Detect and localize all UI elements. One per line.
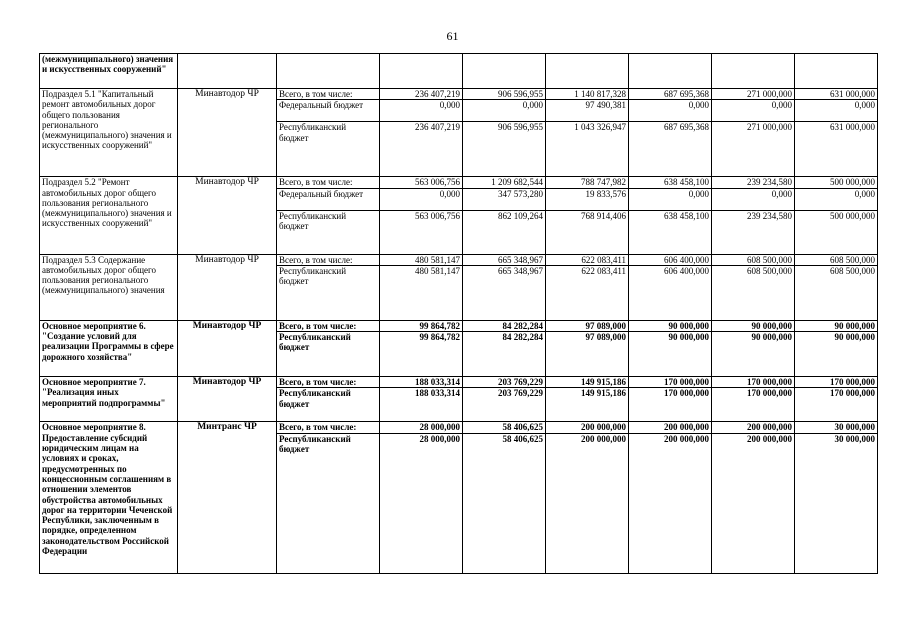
value-cell: 0,000 — [712, 100, 795, 122]
value-cell: 99 864,782 — [380, 332, 463, 377]
value-cell: 170 000,000 — [629, 388, 712, 422]
funding-source: Республиканский бюджет — [277, 122, 380, 177]
value-cell: 28 000,000 — [380, 433, 463, 573]
responsible-org: Минавтодор ЧР — [178, 89, 277, 177]
value-cell: 90 000,000 — [795, 320, 878, 331]
table-row — [40, 422, 878, 433]
value-cell: 203 769,229 — [463, 377, 546, 388]
value-cell: 608 500,000 — [712, 254, 795, 265]
program-name: Подраздел 5.2 "Ремонт автомобильных дорог общего пользования регионального (межмуниципального) значения и искусственных сооружений" — [40, 177, 178, 254]
funding-source: Всего, в том числе: — [277, 422, 380, 433]
value-cell — [463, 54, 546, 89]
value-cell — [380, 54, 463, 89]
value-cell: 0,000 — [463, 100, 546, 122]
value-cell: 236 407,219 — [380, 122, 463, 177]
value-cell: 665 348,967 — [463, 265, 546, 320]
value-cell: 200 000,000 — [546, 422, 629, 433]
value-cell: 239 234,580 — [712, 177, 795, 188]
value-cell: 200 000,000 — [712, 433, 795, 573]
value-cell: 906 596,955 — [463, 122, 546, 177]
value-cell: 97 490,381 — [546, 100, 629, 122]
funding-source: Федеральный бюджет — [277, 188, 380, 210]
value-cell: 203 769,229 — [463, 388, 546, 422]
value-cell: 563 006,756 — [380, 177, 463, 188]
value-cell: 638 458,100 — [629, 210, 712, 254]
table-row-continuation — [40, 54, 878, 89]
responsible-org: Минавтодор ЧР — [178, 377, 277, 422]
value-cell: 687 695,368 — [629, 122, 712, 177]
value-cell: 90 000,000 — [795, 332, 878, 377]
value-cell: 665 348,967 — [463, 254, 546, 265]
value-cell: 188 033,314 — [380, 377, 463, 388]
budget-table — [39, 53, 878, 574]
value-cell: 0,000 — [712, 188, 795, 210]
value-cell: 0,000 — [629, 188, 712, 210]
value-cell: 188 033,314 — [380, 388, 463, 422]
table-row — [40, 320, 878, 331]
value-cell: 149 915,186 — [546, 388, 629, 422]
value-cell: 19 833,576 — [546, 188, 629, 210]
value-cell: 622 083,411 — [546, 265, 629, 320]
value-cell: 236 407,219 — [380, 89, 463, 100]
value-cell: 1 140 817,328 — [546, 89, 629, 100]
value-cell: 687 695,368 — [629, 89, 712, 100]
value-cell — [795, 54, 878, 89]
source-cell — [277, 54, 380, 89]
value-cell: 500 000,000 — [795, 177, 878, 188]
value-cell: 271 000,000 — [712, 89, 795, 100]
responsible-org: Минавтодор ЧР — [178, 177, 277, 254]
value-cell: 862 109,264 — [463, 210, 546, 254]
value-cell: 0,000 — [795, 188, 878, 210]
value-cell: 606 400,000 — [629, 265, 712, 320]
value-cell — [712, 54, 795, 89]
value-cell: 30 000,000 — [795, 422, 878, 433]
value-cell: 0,000 — [795, 100, 878, 122]
value-cell: 1 043 326,947 — [546, 122, 629, 177]
program-name: (межмуниципального) значения и искусственных сооружений" — [40, 54, 178, 89]
value-cell: 347 573,280 — [463, 188, 546, 210]
funding-source: Республиканский бюджет — [277, 332, 380, 377]
value-cell: 170 000,000 — [712, 388, 795, 422]
value-cell — [629, 54, 712, 89]
value-cell: 1 209 682,544 — [463, 177, 546, 188]
funding-source: Всего, в том числе: — [277, 377, 380, 388]
value-cell: 200 000,000 — [546, 433, 629, 573]
value-cell: 480 581,147 — [380, 265, 463, 320]
value-cell: 638 458,100 — [629, 177, 712, 188]
value-cell: 0,000 — [380, 188, 463, 210]
value-cell: 631 000,000 — [795, 89, 878, 100]
responsible-org: Минавтодор ЧР — [178, 254, 277, 320]
value-cell: 170 000,000 — [795, 388, 878, 422]
responsible-org: Минтранс ЧР — [178, 422, 277, 573]
value-cell: 608 500,000 — [795, 265, 878, 320]
table-row — [40, 177, 878, 188]
value-cell: 200 000,000 — [712, 422, 795, 433]
value-cell: 58 406,625 — [463, 422, 546, 433]
value-cell: 480 581,147 — [380, 254, 463, 265]
value-cell: 563 006,756 — [380, 210, 463, 254]
program-name: Основное мероприятие 6. "Создание условий для реализации Программы в сфере дорожного хозяйства" — [40, 320, 178, 376]
value-cell: 99 864,782 — [380, 320, 463, 331]
value-cell: 170 000,000 — [629, 377, 712, 388]
responsible-cell — [178, 54, 277, 89]
value-cell: 90 000,000 — [712, 332, 795, 377]
table-row — [40, 377, 878, 388]
program-name: Подраздел 5.1 "Капитальный ремонт автомобильных дорог общего пользования регионального (межмуниципального) значения и искусственных сооружений" — [40, 89, 178, 177]
program-name: Основное мероприятие 8. Предоставление субсидий юридическим лицам на условиях и сроках, предусмотренных по концессионным соглашениям в отношении элементов обустройства автомобильных дорог на территории Чеченской Республики, заключенным в порядке, определенном законодательством Российской Федерации — [40, 422, 178, 573]
value-cell: 97 089,000 — [546, 332, 629, 377]
value-cell: 170 000,000 — [712, 377, 795, 388]
page-number: 61 — [446, 29, 459, 43]
table-row — [40, 89, 878, 100]
funding-source: Республиканский бюджет — [277, 265, 380, 320]
value-cell: 90 000,000 — [712, 320, 795, 331]
value-cell: 239 234,580 — [712, 210, 795, 254]
value-cell: 0,000 — [629, 100, 712, 122]
value-cell: 30 000,000 — [795, 433, 878, 573]
funding-source: Всего, в том числе: — [277, 254, 380, 265]
funding-source: Республиканский бюджет — [277, 210, 380, 254]
funding-source: Республиканский бюджет — [277, 433, 380, 573]
value-cell: 170 000,000 — [795, 377, 878, 388]
funding-source: Всего, в том числе: — [277, 177, 380, 188]
value-cell: 149 915,186 — [546, 377, 629, 388]
value-cell: 90 000,000 — [629, 320, 712, 331]
value-cell: 84 282,284 — [463, 332, 546, 377]
funding-source: Всего, в том числе: — [277, 320, 380, 331]
value-cell: 90 000,000 — [629, 332, 712, 377]
value-cell: 271 000,000 — [712, 122, 795, 177]
funding-source: Всего, в том числе: — [277, 89, 380, 100]
value-cell: 906 596,955 — [463, 89, 546, 100]
value-cell: 200 000,000 — [629, 433, 712, 573]
responsible-org: Минавтодор ЧР — [178, 320, 277, 376]
value-cell: 84 282,284 — [463, 320, 546, 331]
funding-source: Республиканский бюджет — [277, 388, 380, 422]
value-cell: 606 400,000 — [629, 254, 712, 265]
value-cell: 0,000 — [380, 100, 463, 122]
program-name: Подраздел 5.3 Содержание автомобильных дорог общего пользования регионального (межмуниципального) значения — [40, 254, 178, 320]
value-cell: 200 000,000 — [629, 422, 712, 433]
value-cell: 608 500,000 — [795, 254, 878, 265]
funding-source: Федеральный бюджет — [277, 100, 380, 122]
program-name: Основное мероприятие 7. "Реализация иных мероприятий подпрограммы" — [40, 377, 178, 422]
value-cell: 631 000,000 — [795, 122, 878, 177]
value-cell: 28 000,000 — [380, 422, 463, 433]
value-cell: 500 000,000 — [795, 210, 878, 254]
value-cell: 788 747,982 — [546, 177, 629, 188]
value-cell: 97 089,000 — [546, 320, 629, 331]
value-cell: 58 406,625 — [463, 433, 546, 573]
table-row — [40, 254, 878, 265]
value-cell: 622 083,411 — [546, 254, 629, 265]
value-cell: 768 914,406 — [546, 210, 629, 254]
value-cell — [546, 54, 629, 89]
value-cell: 608 500,000 — [712, 265, 795, 320]
